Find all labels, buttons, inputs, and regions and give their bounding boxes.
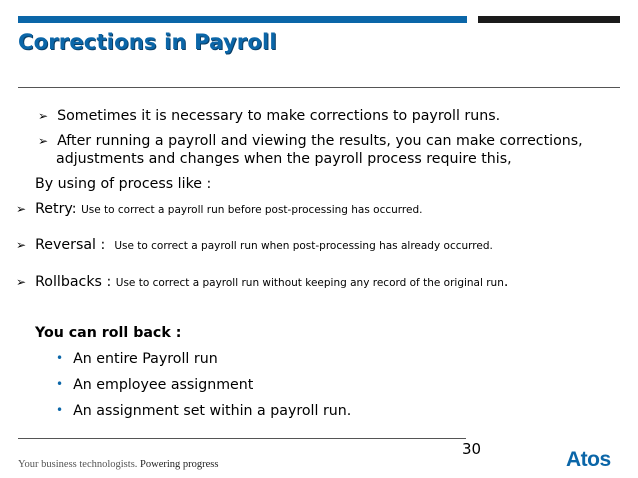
process-rollbacks: [16, 273, 508, 292]
arrow-bullet-icon: ➢: [16, 202, 27, 216]
header-dark-bar: [478, 16, 620, 23]
header-accent-bar: [18, 16, 467, 23]
process-suffix: .: [503, 274, 509, 290]
bullet-item: ➢ After running a payroll and viewing the results, you can make corrections,: [38, 133, 583, 149]
process-name: Retry:: [35, 201, 77, 217]
process-retry: [16, 200, 422, 219]
footer-divider: [18, 438, 466, 439]
dot-bullet-icon: •: [56, 377, 64, 391]
slide-title: Corrections in Payroll: [18, 30, 277, 54]
rollback-heading: You can roll back :: [35, 325, 182, 341]
process-description: Use to correct a payroll run without keeping any record of the original run: [115, 277, 504, 289]
bullet-continuation: adjustments and changes when the payroll process require this,: [56, 151, 512, 167]
arrow-bullet-icon: ➢: [16, 238, 27, 252]
arrow-bullet-icon: ➢: [16, 275, 27, 289]
process-name: Reversal :: [35, 237, 106, 253]
rollback-item: • An entire Payroll run: [56, 351, 218, 367]
process-name: Rollbacks :: [35, 274, 112, 290]
page-number: 30: [462, 440, 482, 458]
atos-logo: Atos: [566, 448, 611, 471]
arrow-bullet-icon: ➢: [38, 109, 49, 123]
dot-bullet-icon: •: [56, 351, 64, 365]
arrow-bullet-icon: ➢: [38, 134, 49, 148]
process-reversal: [16, 236, 493, 255]
bullet-item: ➢ Sometimes it is necessary to make corrections to payroll runs.: [38, 108, 501, 124]
dot-bullet-icon: •: [56, 403, 64, 417]
footer-tagline: Your business technologists. Powering progress: [18, 459, 219, 470]
rollback-item: • An assignment set within a payroll run.: [56, 403, 352, 419]
intro-text: By using of process like :: [35, 176, 212, 192]
rollback-item: • An employee assignment: [56, 377, 254, 393]
title-divider: [18, 87, 620, 88]
process-description: Use to correct a payroll run when post-processing has already occurred.: [114, 240, 493, 252]
process-description: Use to correct a payroll run before post-processing has occurred.: [81, 204, 423, 216]
